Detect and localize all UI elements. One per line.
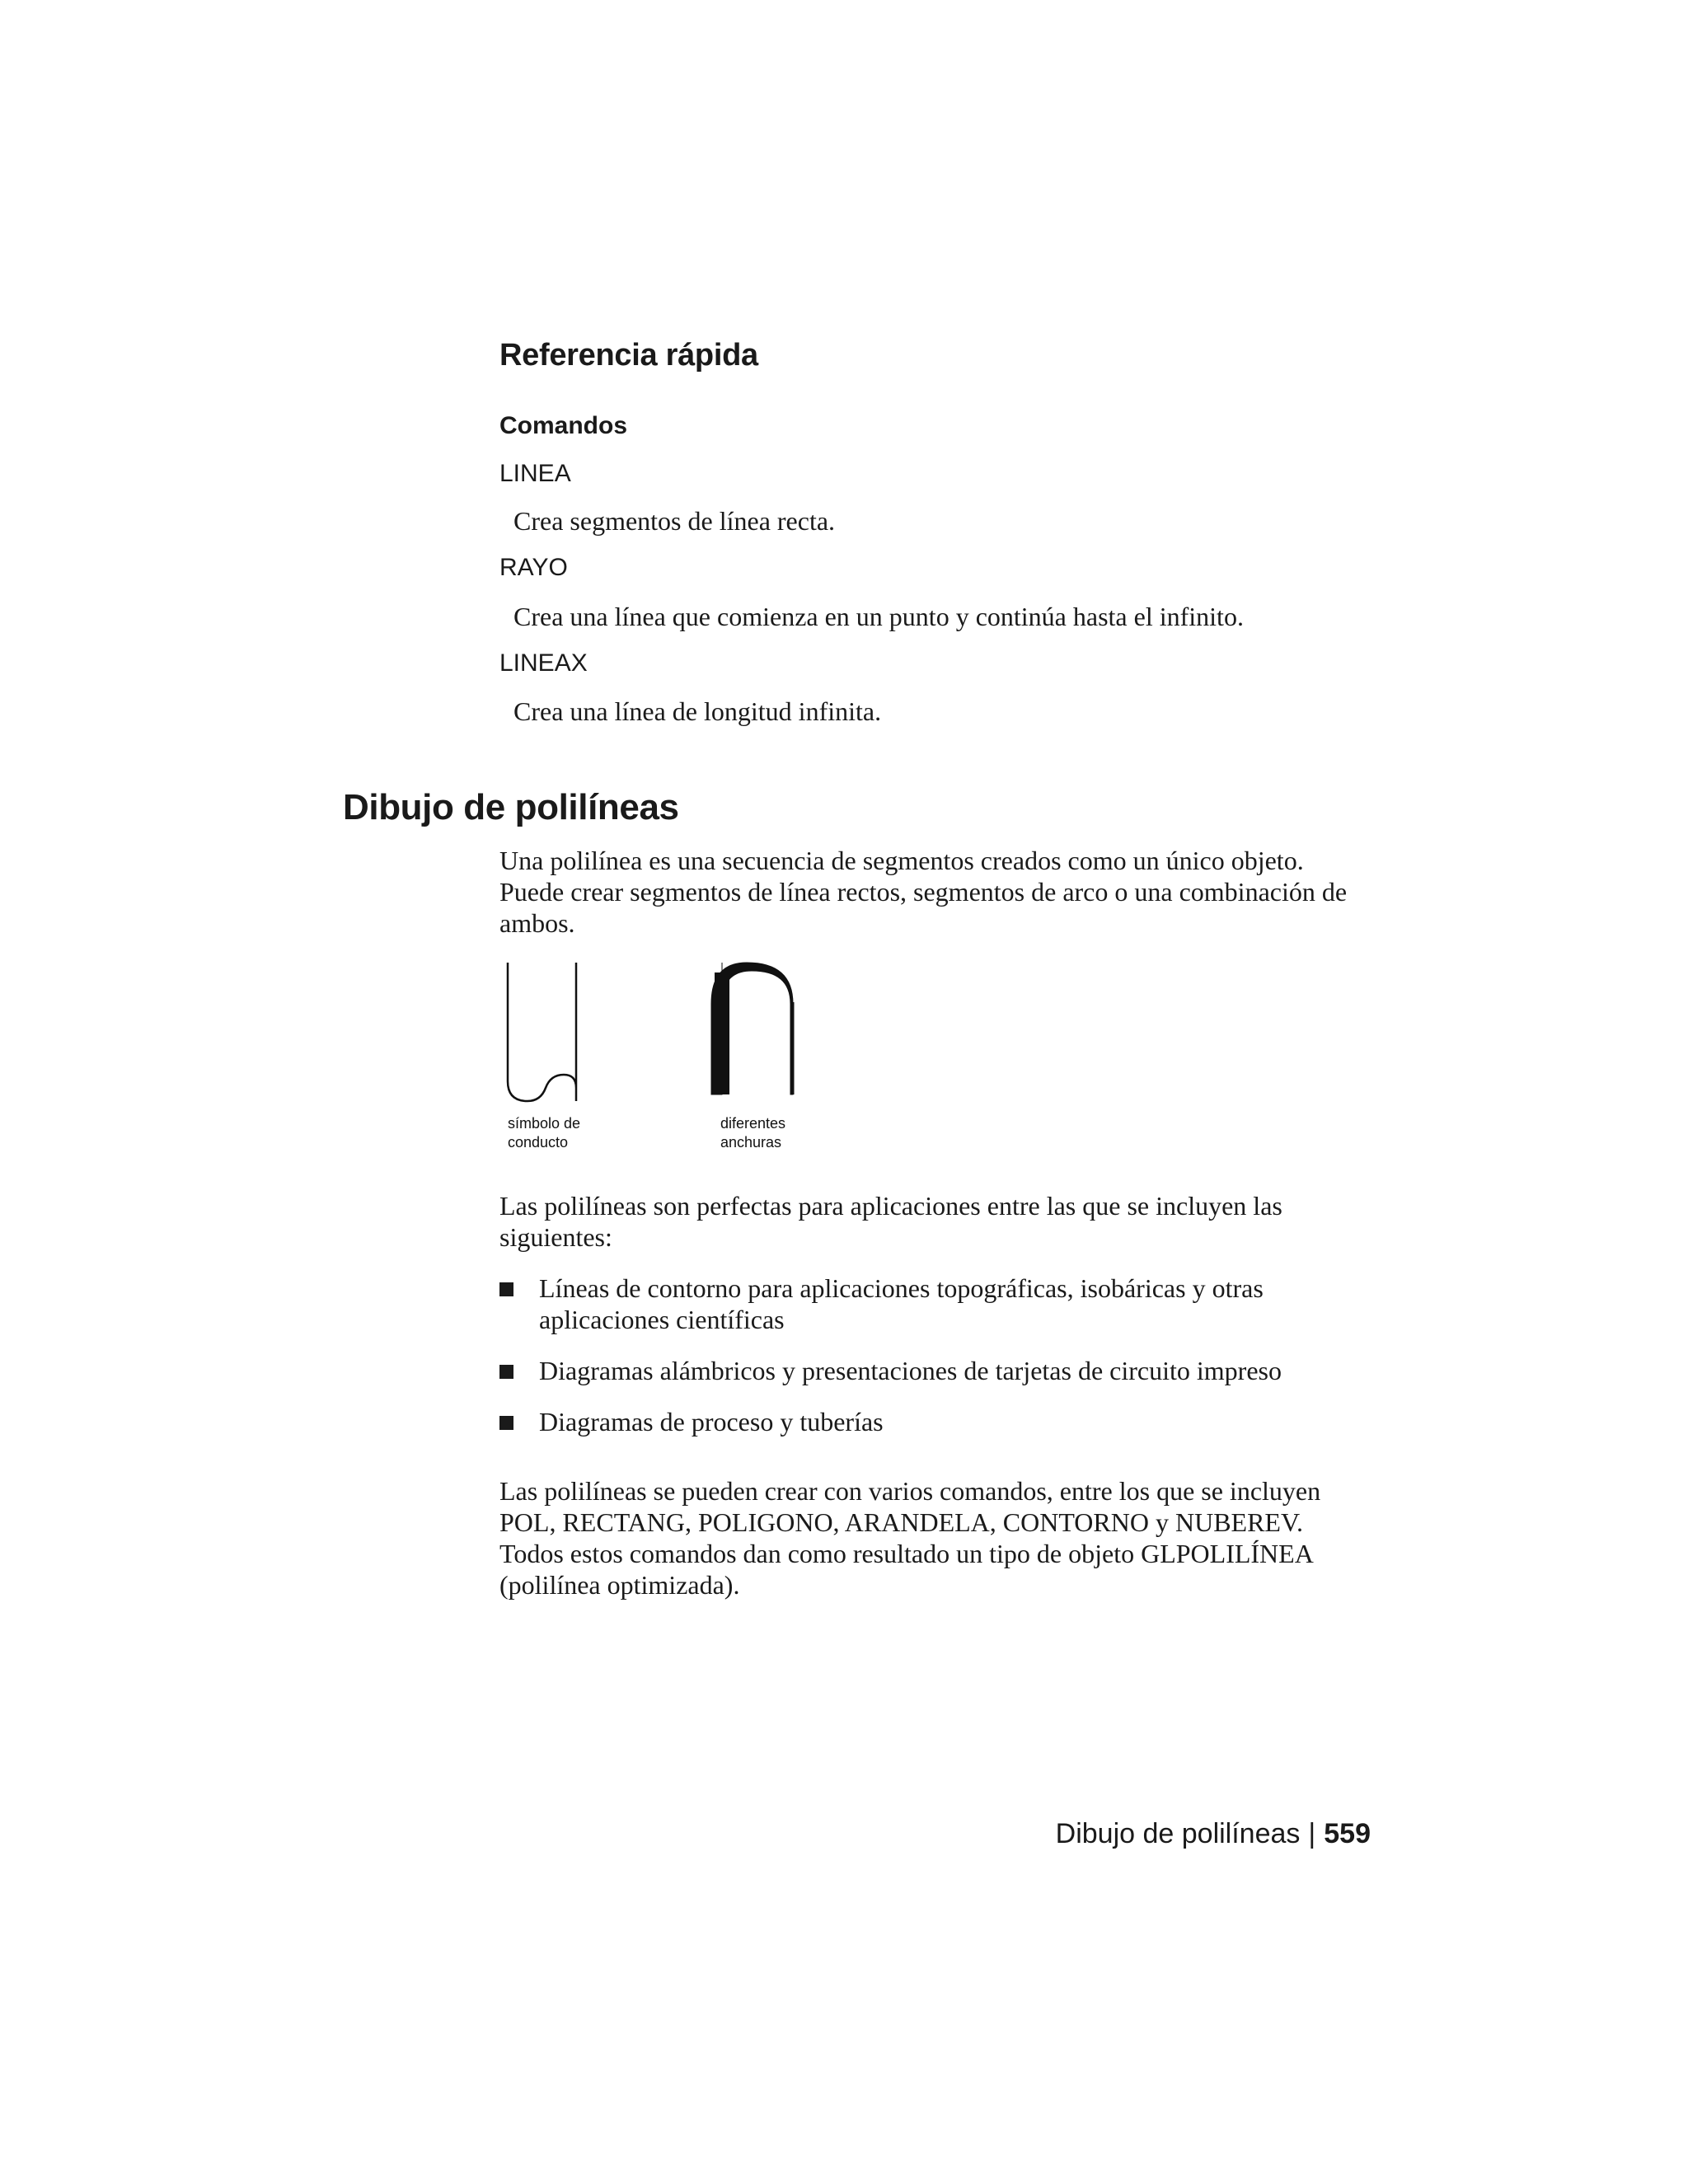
list-item xyxy=(499,1272,1373,1335)
command-name-linea: LINEA xyxy=(499,460,571,487)
command-description-lineax: Crea una línea de longitud infinita. xyxy=(513,696,882,726)
command-name-lineax: LINEAX xyxy=(499,649,588,677)
figure-label-widths-line2: anchuras xyxy=(720,1134,782,1151)
command-name-rayo: RAYO xyxy=(499,554,568,581)
footer-separator: | xyxy=(1308,1818,1316,1849)
applications-list xyxy=(499,1272,1373,1457)
polyline-illustration xyxy=(499,956,829,1121)
page-footer xyxy=(1056,1818,1371,1850)
command-description-rayo: Crea una línea que comienza en un punto y continúa hasta el infinito. xyxy=(513,602,1244,631)
quick-reference-heading: Referencia rápida xyxy=(499,338,758,373)
list-item xyxy=(499,1406,1373,1437)
command-description-linea: Crea segmentos de línea recta. xyxy=(513,506,836,536)
square-bullet-icon xyxy=(499,1282,513,1296)
figure-label-widths xyxy=(720,1114,785,1152)
list-item-text: Diagramas de proceso y tuberías xyxy=(539,1407,884,1436)
list-item-text: Diagramas alámbricos y presentaciones de tarjetas de circuito impreso xyxy=(539,1356,1282,1385)
square-bullet-icon xyxy=(499,1365,513,1379)
square-bullet-icon xyxy=(499,1416,513,1430)
closing-paragraph: Las polilíneas se pueden crear con varios comandos, entre los que se incluyen POL, RECTANG, POLIGONO, ARANDELA, CONTORNO y NUBEREV. Todos estos comandos dan como resultado un tipo de objeto GLPOLILÍNEA (polilínea optimizada). xyxy=(499,1476,1321,1600)
figure-label-conduit-line2: conducto xyxy=(508,1134,569,1151)
figure-label-conduit xyxy=(508,1114,580,1152)
list-item-text: Líneas de contorno para aplicaciones topográficas, isobáricas y otras aplicaciones científicas xyxy=(539,1273,1264,1334)
intro-paragraph: Una polilínea es una secuencia de segmentos creados como un único objeto. Puede crear segmentos de línea rectos, segmentos de arco o una combinación de ambos. xyxy=(499,846,1348,938)
figure-label-conduit-line1: símbolo de xyxy=(508,1115,581,1132)
section-heading: Dibujo de polilíneas xyxy=(343,787,679,827)
footer-section-title: Dibujo de polilíneas xyxy=(1055,1818,1301,1849)
list-item xyxy=(499,1355,1373,1386)
commands-heading: Comandos xyxy=(499,412,628,439)
figure-label-widths-line1: diferentes xyxy=(720,1115,786,1132)
applications-intro: Las polilíneas son perfectas para aplicaciones entre las que se incluyen las siguientes: xyxy=(499,1191,1282,1252)
conduit-symbol-shape xyxy=(508,963,576,1101)
polyline-figure xyxy=(499,956,829,1162)
page-number: 559 xyxy=(1324,1818,1371,1849)
